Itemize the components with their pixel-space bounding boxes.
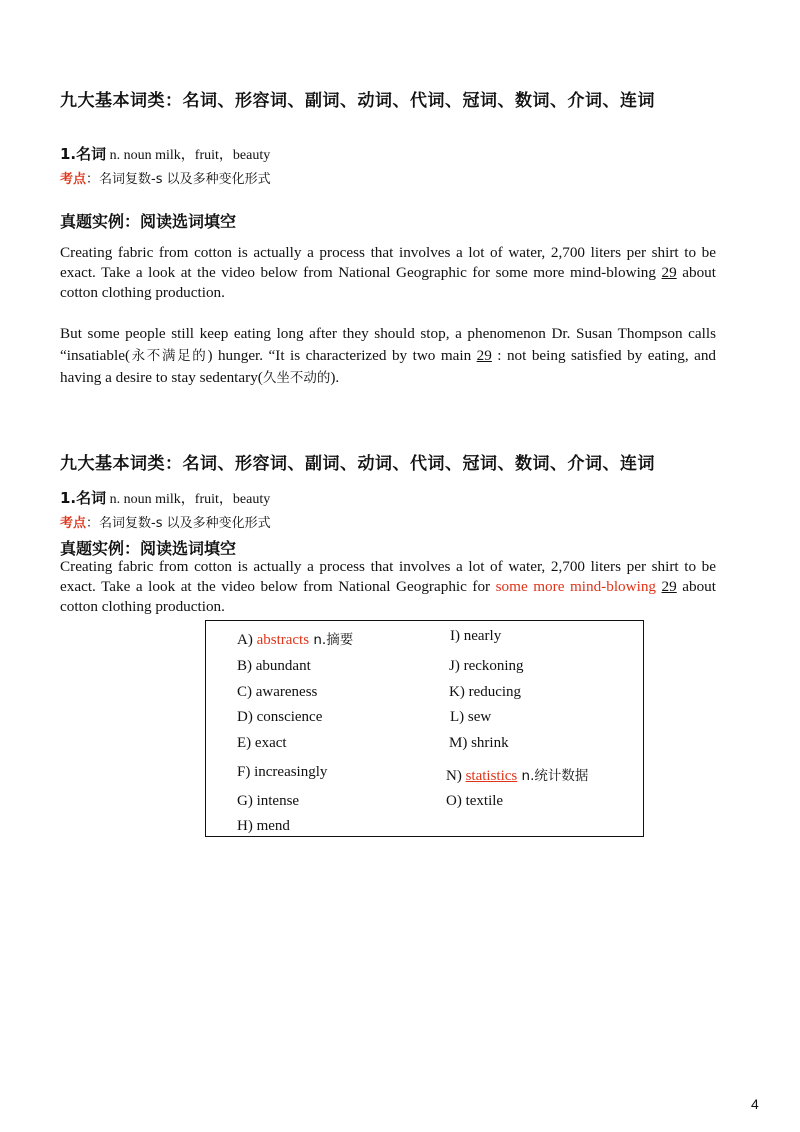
passage-1-blank: 29 bbox=[661, 264, 677, 281]
passage-3-before: Creating fabric from cotton is actually a process that involves a lot of water, 2,700 liters per shirt to be exact. Take a look at the video below from National Geographic for bbox=[60, 558, 716, 595]
option-n-prefix: N) bbox=[446, 768, 466, 784]
passage-2-p2: ) hunger. “It is characterized by two main bbox=[207, 347, 477, 364]
passage-2-cn2: 久坐不动的 bbox=[262, 370, 331, 386]
passage-2-p3: : not being satisfied by eating, and having a desire to stay sedentary( bbox=[60, 347, 717, 386]
option-a-word: abstracts bbox=[256, 632, 310, 648]
exam-point-label-2: 考点 bbox=[60, 516, 87, 531]
passage-2-p4: ). bbox=[330, 369, 340, 386]
passage-3 bbox=[60, 557, 716, 617]
option-d: D) conscience bbox=[237, 709, 323, 725]
section2-heading: 九大基本词类：名词、形容词、副词、动词、代词、冠词、数词、介词、连词 bbox=[60, 454, 655, 474]
example-heading-1: 真题实例：阅读选词填空 bbox=[60, 212, 237, 231]
option-a bbox=[237, 628, 353, 649]
noun-title-2: 1.名词 bbox=[60, 489, 107, 507]
section1-heading: 九大基本词类：名词、形容词、副词、动词、代词、冠词、数词、介词、连词 bbox=[60, 91, 655, 111]
option-l: L) sew bbox=[450, 709, 492, 725]
option-n bbox=[446, 764, 588, 785]
example-heading-2: 真题实例：阅读选词填空 bbox=[60, 539, 237, 558]
passage-3-highlight: some more mind-blowing bbox=[495, 578, 657, 595]
noun-line-2 bbox=[60, 487, 716, 508]
options-box bbox=[205, 620, 644, 837]
option-a-gloss: n.摘要 bbox=[309, 632, 354, 648]
option-g: G) intense bbox=[237, 793, 300, 809]
passage-2-cn1: 永不满足的 bbox=[130, 348, 208, 364]
option-f: F) increasingly bbox=[237, 764, 328, 780]
exam-point-text: 名词复数-s 以及多种变化形式 bbox=[99, 172, 271, 187]
option-m: M) shrink bbox=[449, 735, 509, 751]
exam-point-2 bbox=[60, 512, 716, 532]
exam-point-sep: ： bbox=[86, 172, 100, 187]
passage-2 bbox=[60, 323, 716, 389]
option-a-prefix: A) bbox=[237, 632, 257, 648]
exam-point-1 bbox=[60, 168, 716, 188]
option-e: E) exact bbox=[237, 735, 287, 751]
exam-point-sep-2: ： bbox=[86, 516, 100, 531]
option-i: I) nearly bbox=[450, 628, 502, 644]
passage-3-after: about cotton clothing production. bbox=[60, 578, 717, 615]
option-k: K) reducing bbox=[449, 684, 522, 700]
noun-desc-2: n. noun milk，fruit，beauty bbox=[106, 492, 271, 507]
exam-point-label: 考点 bbox=[60, 172, 87, 187]
passage-2-p1: But some people still keep eating long after they should stop, a phenomenon Dr. Susan Thompson calls “insatiable( bbox=[60, 325, 716, 364]
page-number: 4 bbox=[751, 1096, 759, 1112]
noun-title: 1.名词 bbox=[60, 145, 107, 163]
noun-line-1 bbox=[60, 143, 716, 164]
noun-desc: n. noun milk，fruit，beauty bbox=[106, 148, 271, 163]
option-j: J) reckoning bbox=[449, 658, 524, 674]
option-h: H) mend bbox=[237, 818, 290, 834]
passage-1-after: about cotton clothing production. bbox=[60, 264, 716, 301]
exam-point-text-2: 名词复数-s 以及多种变化形式 bbox=[99, 516, 271, 531]
passage-1-before: Creating fabric from cotton is actually a process that involves a lot of water, 2,700 liters per shirt to be exact. Take a look at the video below from National Geographic for some more mind-blowing bbox=[60, 244, 716, 281]
passage-3-blank: 29 bbox=[661, 578, 677, 595]
option-b: B) abundant bbox=[237, 658, 311, 674]
option-o: O) textile bbox=[446, 793, 504, 809]
option-n-word: statistics bbox=[465, 768, 518, 784]
passage-2-blank: 29 bbox=[476, 347, 492, 364]
passage-1 bbox=[60, 243, 716, 303]
option-c: C) awareness bbox=[237, 684, 318, 700]
option-n-gloss: n.统计数据 bbox=[517, 768, 589, 784]
